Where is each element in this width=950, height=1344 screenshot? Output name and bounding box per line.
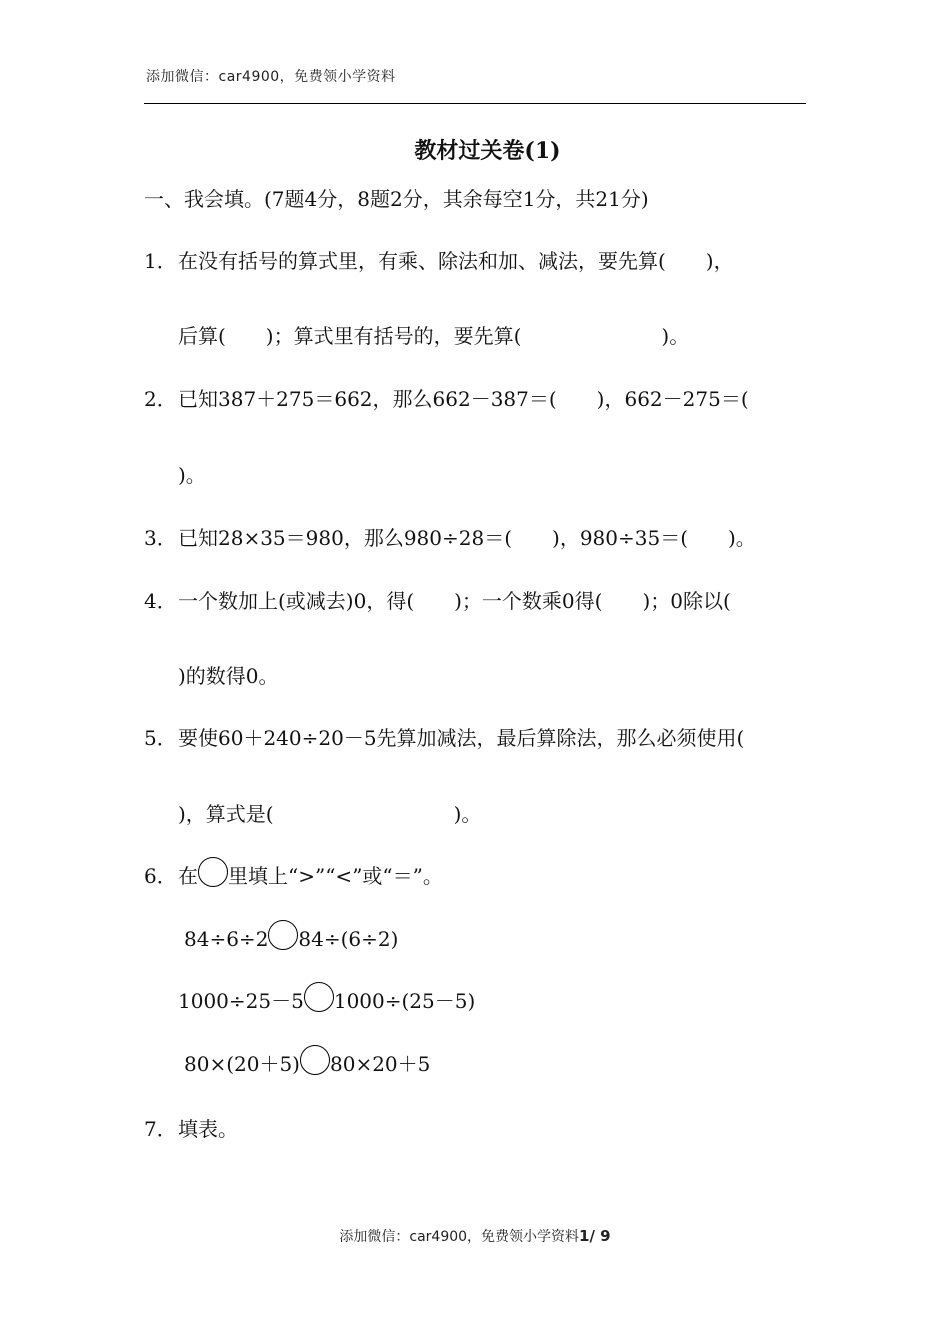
page-title: 教材过关卷(1) — [414, 138, 561, 164]
question-text: 在没有括号的算式里，有乘、除法和加、减法，要先算( )， — [178, 249, 734, 273]
question-5-cont: )，算式是( )。 — [178, 802, 482, 826]
page-footer — [0, 1226, 950, 1246]
comparison-row — [178, 987, 475, 1018]
expression-right: 80×20＋5 — [330, 1052, 431, 1076]
question-7 — [144, 1115, 238, 1143]
question-text: 已知28×35＝980，那么980÷28＝( )，980÷35＝( )。 — [178, 526, 756, 550]
footer-note: 添加微信：car4900，免费领小学资料 — [339, 1229, 580, 1245]
question-text: 要使60＋240÷20－5先算加减法，最后算除法，那么必须使用( — [178, 726, 745, 750]
question-number: 2． — [144, 387, 177, 411]
header-rule — [144, 103, 806, 104]
question-number: 6． — [144, 864, 177, 888]
question-number: 7． — [144, 1117, 177, 1141]
question-1 — [144, 247, 734, 275]
question-1-cont: 后算( )；算式里有括号的，要先算( )。 — [178, 324, 690, 348]
question-2-cont: )。 — [178, 463, 206, 487]
question-number: 1． — [144, 249, 177, 273]
question-4 — [144, 587, 731, 615]
expression-left: 80×(20＋5) — [184, 1052, 300, 1076]
section-heading: 一、我会填。(7题4分，8题2分，其余每空1分，共21分) — [144, 187, 649, 211]
question-5 — [144, 724, 744, 752]
question-text-prefix: 在 — [178, 864, 198, 888]
expression-right: 84÷(6÷2) — [298, 927, 399, 951]
answer-circle[interactable] — [268, 920, 298, 950]
header-note: 添加微信：car4900，免费领小学资料 — [146, 69, 396, 85]
comparison-circle-icon — [198, 857, 228, 887]
question-text: 一个数加上(或减去)0，得( )；一个数乘0得( )；0除以( — [178, 589, 731, 613]
question-2 — [144, 385, 749, 413]
question-number: 3． — [144, 526, 177, 550]
question-number: 4． — [144, 589, 177, 613]
comparison-row — [184, 925, 398, 956]
question-text-suffix: 里填上“>”“<”或“＝”。 — [228, 864, 443, 888]
question-4-cont: )的数得0。 — [178, 664, 279, 688]
comparison-row — [184, 1050, 430, 1081]
expression-right: 1000÷(25－5) — [333, 989, 476, 1013]
answer-circle[interactable] — [300, 1045, 330, 1075]
expression-left: 84÷6÷2 — [184, 927, 269, 951]
question-text: 填表。 — [178, 1117, 238, 1141]
question-text: 已知387＋275＝662，那么662－387＝( )，662－275＝( — [178, 387, 749, 411]
question-number: 5． — [144, 726, 177, 750]
question-3 — [144, 524, 756, 552]
page-number: 1/ 9 — [579, 1227, 611, 1245]
answer-circle[interactable] — [304, 982, 334, 1012]
expression-left: 1000÷25－5 — [178, 989, 304, 1013]
question-6 — [144, 862, 443, 893]
